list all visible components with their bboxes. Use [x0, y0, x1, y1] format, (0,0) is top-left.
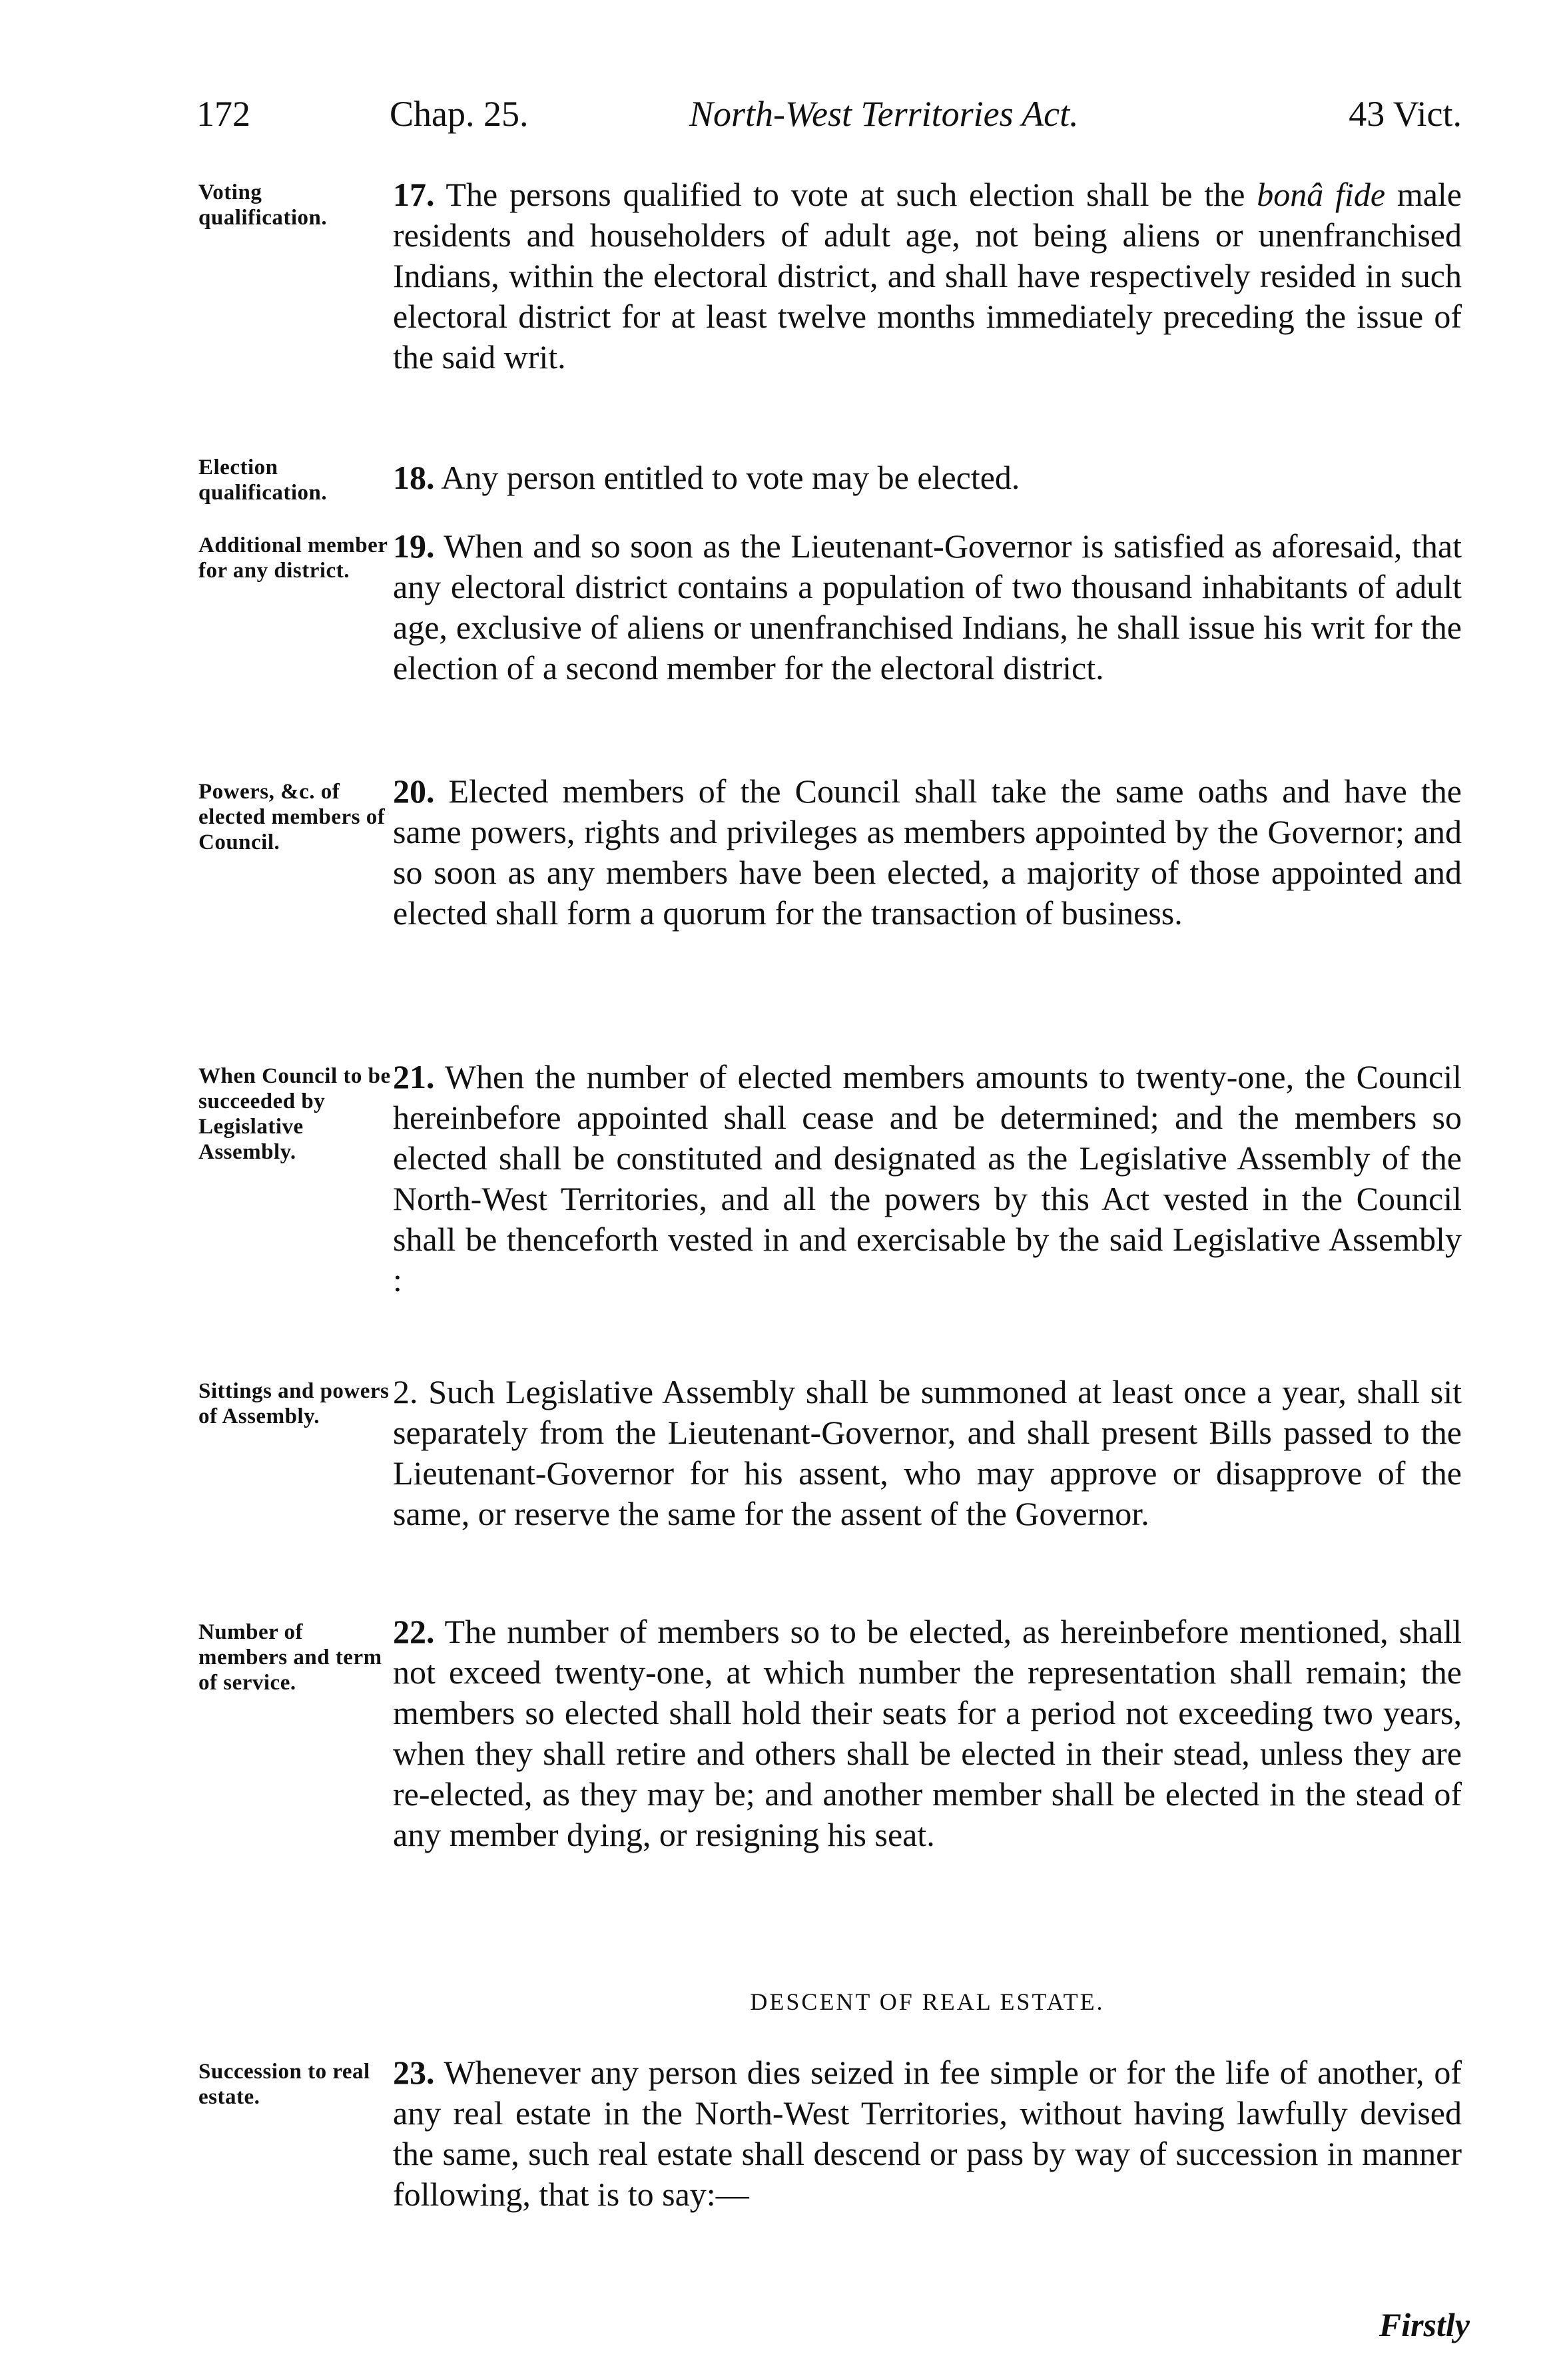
sidenote-council-succeeded: When Council to be succeeded by Legislative Assembly. [198, 1064, 391, 1164]
page-number: 172 [196, 94, 250, 134]
sidenote-succession-to-real-estate: Succession to real estate. [198, 2060, 370, 2109]
section-text-part: 2. Such Legislative Assembly shall be summoned at least once a year, shall sit separately from the Lieutenant-Governor, and shall present Bills passed to the Lieutenant-Governor for his assent, who may approve or disapprove of the same, or reserve the same for the assent of the Governor. [393, 1373, 1462, 1532]
section-22-text [393, 1612, 1462, 1855]
sidenote-election-qualification: Election qualification. [198, 455, 328, 505]
sidenote-sittings-and-powers: Sittings and powers of Assembly. [198, 1379, 390, 1428]
section-text-part: The number of members so to be elected, as hereinbefore mentioned, shall not exceed twenty-one, at which number the representation shall remain; the members so elected shall hold their seats for a period not exceeding two years, when they shall retire and others shall be elected in their stead, unless they are re-elected, as they may be; and another member shall be elected in the stead of any member dying, or resigning his seat. [393, 1613, 1462, 1853]
section-text-part: When and so soon as the Lieutenant-Governor is satisfied as aforesaid, that any electoral district contains a population of two thousand inhabitants of adult age, exclusive of aliens or unenfranchised Indians, he shall issue his writ for the election of a second member for the electoral district. [393, 527, 1462, 687]
section-18-text [393, 457, 1462, 498]
section-text-part: When the number of elected members amounts to twenty-one, the Council hereinbefore appointed shall cease and be determined; and the members so elected shall be constituted and designated as the Legislative Assembly of the North-West Territories, and all the powers by this Act vested in the Council shall be thenceforth vested in and exercisable by the said Legislative Assembly : [393, 1058, 1462, 1299]
section-19-text [393, 526, 1462, 689]
section-text-part: Any person entitled to vote may be elected. [434, 459, 1020, 496]
section-text-part: Elected members of the Council shall take the same oaths and have the same powers, rights and privileges as members appointed by the Governor; and so soon as any members have been elected, a majority of those appointed and elected shall form a quorum for the transaction of business. [393, 772, 1462, 932]
section-number: 17. [393, 176, 435, 213]
chapter-label: Chap. 25. [390, 94, 529, 134]
section-number: 18. [393, 459, 435, 496]
section-number: 22. [393, 1613, 435, 1650]
section-17-text [393, 174, 1462, 378]
section-number: 20. [393, 772, 435, 810]
section-21-text [393, 1057, 1462, 1301]
section-text-part: The persons qualified to vote at such election shall be the [434, 176, 1257, 213]
subsection-21-2-text [393, 1372, 1462, 1534]
catchword: Firstly [1379, 2306, 1470, 2343]
section-number: 21. [393, 1058, 435, 1095]
sidenote-powers-of-elected-members: Powers, &c. of elected members of Council. [198, 780, 386, 854]
section-number: 19. [393, 527, 435, 565]
regnal-year: 43 Vict. [1349, 94, 1462, 134]
act-title: North-West Territories Act. [689, 94, 1079, 134]
sidenote-additional-member: Additional member for any district. [198, 533, 388, 583]
sidenote-voting-qualification: Voting qualification. [198, 180, 328, 230]
section-number: 23. [393, 2054, 435, 2091]
section-text-part: male residents and householders of adult age, not being aliens or unenfranchised Indians, within the electoral district, and shall have respectively resided in such electoral district for at least twelve months immediately preceding the issue of the said writ. [393, 176, 1462, 376]
section-text-part: Whenever any person dies seized in fee simple or for the life of another, of any real estate in the North-West Territories, without having lawfully devised the same, such real estate shall descend or pass by way of succession in manner following, that is to say:— [393, 2054, 1462, 2213]
sidenote-number-of-members: Number of members and term of service. [198, 1620, 382, 1695]
section-text-italic: bonâ fide [1257, 176, 1386, 213]
section-20-text [393, 771, 1462, 934]
page-header [196, 93, 1462, 147]
section-23-text [393, 2052, 1462, 2215]
heading-descent-of-real-estate: DESCENT OF REAL ESTATE. [750, 1988, 1105, 2015]
